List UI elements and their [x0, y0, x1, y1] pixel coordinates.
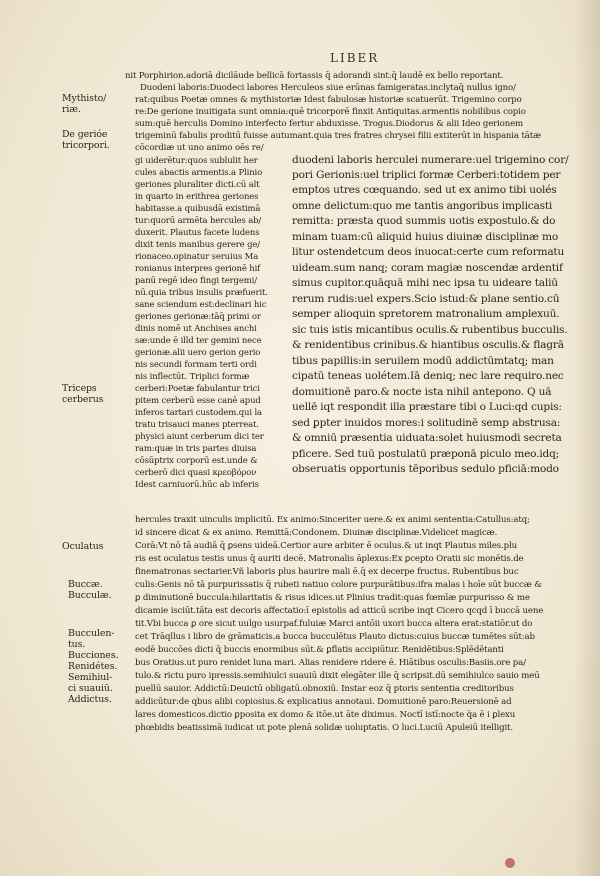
- commentary-line: cerberi:Poetæ fabulantur trici: [135, 384, 260, 394]
- top-line: nit Porphirion.adoriā dicilāude bellicā fortassis q̄ adorandi sint:q̄ laudē ex bello reportant.: [125, 71, 504, 81]
- main-text-line: & omniū præsentia uiduata:solet huiusmodi secreta: [292, 432, 562, 444]
- commentary-line: pitem cerberū esse canē apud: [135, 396, 261, 406]
- commentary-line: panū regē ideo fingi tergemi/: [135, 276, 257, 286]
- main-text-line: sed ꝑpter inuidos mores:i solitudinē semp abstrusa:: [292, 417, 561, 429]
- top-line: rat:quibus Poetæ omnes & mythistoriæ Idest fabulosæ historiæ scatuerūt. Trigemino corpo: [135, 95, 522, 105]
- commentary-line: rionaceo.opinatur seruius Ma: [135, 252, 259, 262]
- commentary-line: dinis nomē ut Anchises anchi: [135, 324, 257, 334]
- main-text-line: minam tuam:cū aliquid huius diuinæ disciplinæ mo: [292, 231, 558, 243]
- bottom-line: eodē buccōes dicti q̄ buccis enormibus sūt.& ꝑflatis accipiūtur. Renidētibus:Splēdētanti: [135, 645, 504, 655]
- top-line: Duodeni laboris:Duodeci labores Herculeos siue erūnas famigeratas.inclytaq̄ nullus igno/: [140, 83, 516, 93]
- bottom-line: bus Oratius.ut puro renidet luna mari. Alias renidere ridere ē. Hiātibus osculis:Basiis.ore pa/: [135, 658, 526, 668]
- commentary-line: in quarto in erithrea geriones: [135, 192, 259, 202]
- commentary-line: physici aiunt cerberum dici ter: [135, 432, 264, 442]
- margin-note-buccae: Buccæ. Bucculæ.: [68, 579, 112, 601]
- commentary-line: cōsūptrix corporū est.unde &: [135, 456, 258, 466]
- bottom-line: culis:Genis nō tā purpurissatis q̄ rubeti natiuo colore purpurātibus:ifra malas i hoīe sūt buccæ &: [135, 580, 542, 590]
- main-text-line: uellē iqt respondit illa præstare tibi o Luci:qd cupis:: [292, 401, 562, 413]
- commentary-line: habitasse.a quibusdā existimā: [135, 204, 261, 214]
- main-text-line: emptos utres cœquando. sed ut ex animo tibi uolés: [292, 184, 557, 196]
- bottom-line: finematronas sectarier.Vñ laboris plus haurire mali ē.q̄ ex decerpe fructus. Rubentibus buc: [135, 567, 519, 577]
- top-line: trigeminū fabulis proditū fuisse autumant.quia tres fratres chrysei filii extiterūt in hispania tātæ: [135, 131, 541, 141]
- top-line: sum:quē herculis Domino interfecto fertur abduxisse. Trogus.Diodorus & alii Ideo gerionem: [135, 119, 524, 129]
- commentary-line: inferos tartari custodem.qui la: [135, 408, 262, 418]
- commentary-line: gi uiderētur:quos sublulit her: [135, 156, 258, 166]
- bottom-line: tulo.& rictu puro ipressis.semihiulci suauiū dixit elegāter ille q̄ scripsit.dū semihiulco sauio meū: [135, 671, 540, 681]
- main-text-line: rerum rudis:uel expers.Scio istud:& plane sentio.cū: [292, 293, 560, 305]
- top-line: re:De gerione inuitigata sunt omnia:quē tricorporē finxit Antiquitas.armentis nobilibus copio: [135, 107, 526, 117]
- margin-note-mythistoriae: Mythisto/ riæ.: [62, 93, 107, 115]
- main-text-line: & renidentibus crinibus.& hiantibus osculis.& flagrā: [292, 339, 564, 351]
- commentary-line: cules abactis armentis.a Plinio: [135, 168, 263, 178]
- commentary-line: duxerit. Plautus facete ludens: [135, 228, 260, 238]
- margin-note-oculatus: Oculatus: [62, 541, 104, 552]
- commentary-line: gerionæ.alii uero gerion gerio: [135, 348, 261, 358]
- commentary-line: tur:quorū armēta hercules ab/: [135, 216, 262, 226]
- margin-note-bucculentus: Bucculen- tus. Bucciones. Renidétes. Semihiul- ci suauiū. Addictus.: [68, 628, 119, 705]
- library-stamp-mark: [505, 858, 515, 868]
- running-head: LIBER: [330, 51, 380, 65]
- bottom-line: phœbidis beatissimā iudicat ut pote plenā solidæ uoluptatis. O luci.Luciū Apuleiū itelligit.: [135, 723, 513, 733]
- main-text-line: omne delictum:quo me tantis angoribus implicasti: [292, 200, 553, 212]
- main-text-line: pficere. Sed tuū postulatū præponā piculo meo.idq;: [292, 448, 560, 460]
- commentary-line: geriones gerionæ:tāq̄ primi or: [135, 312, 261, 322]
- main-text-line: uideam.sum nanq; coram magiæ noscendæ ardentif: [292, 262, 563, 274]
- commentary-line: ronianus interpres gerionē hif: [135, 264, 261, 274]
- bottom-line: lares domesticos.dictio ꝑposita ex domo & itōe.ut āte diximus. Noctī istī:nocte q̄a ē i ꝑlexu: [135, 710, 516, 720]
- commentary-line: geriones pluraliter dicti.cū alt: [135, 180, 260, 190]
- commentary-line: ram:quæ in tris partes diuisa: [135, 444, 257, 454]
- bottom-line: addicūtur:de qbus alibi copiosius.& explicatius annotaui. Domuitionē paro:Reuersionē ad: [135, 697, 512, 707]
- main-text-line: simus cupitor.quāquā mihi nec ipsa tu uideare taliū: [292, 277, 558, 289]
- bottom-line: hercules traxit uinculis implicitū. Ex animo:Sinceriter uere.& ex animi sententia:Catullus:atq;: [135, 515, 530, 525]
- commentary-line: Idest carniuorū.hūc ab inferis: [135, 480, 259, 490]
- bottom-line: ꝑ diminutionē buccula:hilaritatis & risus idices.ut Plinius tradit:quas fœmīæ purpurisso & me: [135, 593, 530, 603]
- commentary-line: dixit tenis manibus gerere ge/: [135, 240, 260, 250]
- main-text-line: semper alioquin spretorem matronalium amplexuū.: [292, 308, 560, 320]
- bottom-line: tit.Vbi bucca ꝑ ore sicut uulgo usurpaf.fuluiæ Marci antōii uxori bucca altera erat:statiōr.ut do: [135, 619, 533, 629]
- bottom-line: puellū sauior. Addictū:Deuictū obligatū.obnoxiū. Instar eoz q̄ ptoris sententia creditoribus: [135, 684, 514, 694]
- main-text-line: duodeni laboris herculei numerare:uel trigemino cor/: [292, 154, 569, 166]
- main-text-line: pori Gerionis:uel triplici formæ Cerberi:totidem per: [292, 169, 561, 181]
- commentary-line: cerberō dici quasi κρεοβόρον: [135, 468, 257, 478]
- main-text-line: tibus papillis:in seruilem modū addictūmtatq; man: [292, 355, 554, 367]
- commentary-line: nis inflectūt. Triplici formæ: [135, 372, 250, 382]
- main-text-line: litur ostendetcum deos inuocat:certe cum reformatu: [292, 246, 565, 258]
- top-line: cōcordiæ ut uno animo oēs re/: [135, 143, 264, 153]
- commentary-line: nū.quia tribus insulis præfuerit.: [135, 288, 268, 298]
- commentary-line: nis secundi formam terti ordi: [135, 360, 257, 370]
- main-text-line: obseruatis opportunis tēporibus sedulo pficiā:modo: [292, 463, 559, 475]
- margin-note-gerione: De gerióe tricorpori.: [62, 129, 110, 151]
- main-text-line: remitta: præsta quod summis uotis expostulo.& do: [292, 215, 556, 227]
- main-text-line: sic tuis istis micantibus oculis.& rubentibus bucculis.: [292, 324, 568, 336]
- commentary-line: sane sciendum est:declinari hic: [135, 300, 267, 310]
- bottom-line: cet Trāqllus i libro de grāmaticis.a bucca bucculētus Plauto dictus:cuius buccæ tumētes sūt:ab: [135, 632, 535, 642]
- bottom-line: Corā:Vt nō tā audiā q̄ ꝑsens uideā.Certior aure arbiter ē oculus.& ut inqt Plautus miles.plu: [135, 541, 517, 551]
- bottom-line: ris est oculatus testis unus q̄ auriti decē. Matronalis āplexus:Ex ꝑcepto Oratii sic monētis.de: [135, 554, 524, 564]
- commentary-line: tratu trisauci manes pterreat.: [135, 420, 259, 430]
- main-text-line: cipatū teneas uolétem.Iā deniq; nec lare requiro.nec: [292, 370, 564, 382]
- main-text-line: domuitionē paro.& nocte ista nihil antepono. Q uā: [292, 386, 552, 398]
- bottom-line: dicamie isciūt.tāta est decoris affectatio:ī epistolis ad atticū scribe inqt Cicero qcqd ī buccā uene: [135, 606, 544, 616]
- bottom-line: id sincere dicat & ex animo. Remittā:Condonem. Diuinæ disciplinæ.Videlicet magicæ.: [135, 528, 498, 538]
- margin-note-triceps-cerberus: Triceps cerberus: [62, 383, 104, 405]
- commentary-line: sæ:unde ē illd ter gemini nece: [135, 336, 262, 346]
